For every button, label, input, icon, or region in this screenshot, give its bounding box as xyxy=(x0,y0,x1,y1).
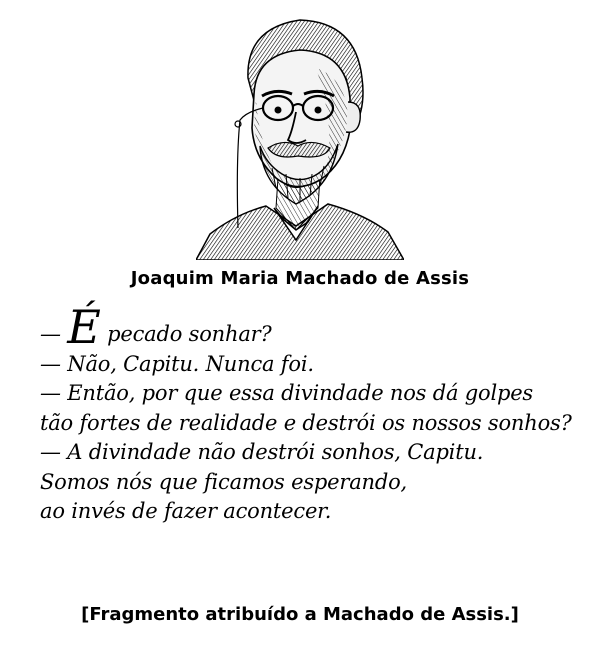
quote-line: — Não, Capitu. Nunca foi. xyxy=(40,351,314,376)
quote-line: tão fortes de realidade e destrói os nossos sonhos? xyxy=(40,410,572,435)
portrait-engraving xyxy=(196,8,404,260)
quote-line: Somos nós que ficamos esperando, xyxy=(40,469,408,494)
quote-line: — Então, por que essa divindade nos dá golpes xyxy=(40,381,534,405)
quote-line: ao invés de fazer acontecer. xyxy=(40,499,332,523)
quote-dash: — xyxy=(40,322,68,346)
quote-initial-letter: É xyxy=(67,300,101,354)
quote-line-rest: pecado sonhar? xyxy=(100,322,272,346)
attribution-caption: [Fragmento atribuído a Machado de Assis.] xyxy=(81,604,519,625)
author-name: Joaquim Maria Machado de Assis xyxy=(130,268,470,289)
quote-line xyxy=(40,300,596,354)
author-portrait xyxy=(196,8,404,260)
quote-line: — A divindade não destrói sonhos, Capitu. xyxy=(40,440,484,464)
quote-text xyxy=(40,300,596,527)
